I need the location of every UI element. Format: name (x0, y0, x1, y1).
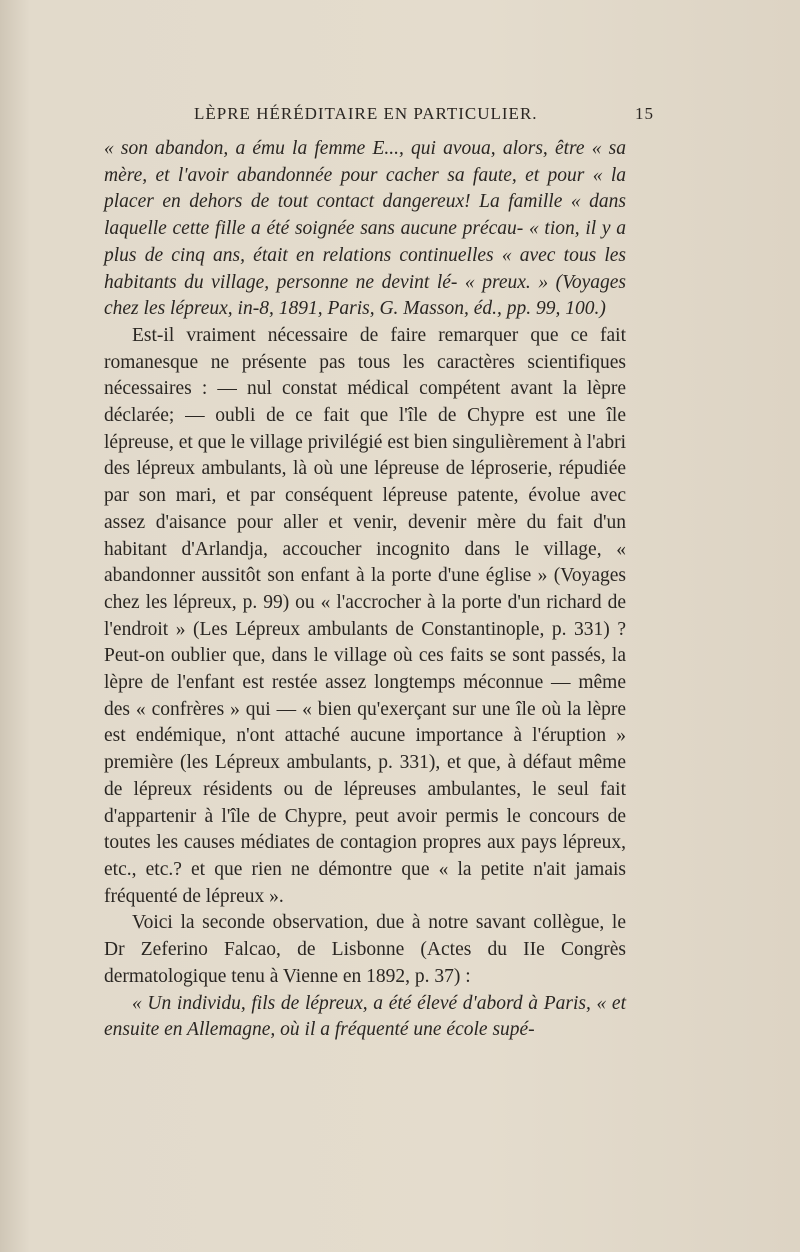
paragraph-second-observation: Voici la seconde observation, due à notre savant collègue, le Dr Zeferino Falcao, de Lisbonne (Actes du IIe Congrès dermatologique tenu à Vienne en 1892, p. 37) : (104, 912, 626, 987)
paragraph-discussion: Est-il vraiment nécessaire de faire remarquer que ce fait romanesque ne présente pas tous les caractères scientifiques nécessaires : — nul constat médical compétent avant la lèpre déclarée; — oubli de ce fait que l'île de Chypre est une île lépreuse, et que le village privilégié est bien singulièrement à l'abri des lépreux ambulants, là où une lépreuse de léproserie, répudiée par son mari, et par conséquent lépreuse patente, évolue avec assez d'aisance pour aller et venir, devenir mère du fait d'un habitant d'Arlandja, accoucher incognito dans le village, « abandonner aussitôt son enfant à la porte d'une église » (Voyages chez les lépreux, p. 99) ou « l'accrocher à la porte d'un richard de l'endroit » (Les Lépreux ambulants de Constantinople, p. 331) ? Peut-on oublier que, dans le village où ces faits se sont passés, la lèpre de l'enfant est restée assez longtemps méconnue — même des « confrères » qui — « bien qu'exerçant sur une île où la lèpre est endémique, n'ont attaché aucune importance à l'éruption » première (les Lépreux ambulants, p. 331), et que, à défaut même de lépreux résidents ou de lépreuses ambulantes, le seul fait d'appartenir à l'île de Chypre, peut avoir permis le concours de toutes les causes médiates de contagion propres aux pays lépreux, etc., etc.? et que rien ne démontre que « la petite n'ait jamais fréquenté de lépreux ». (104, 324, 626, 907)
paragraph-quote-continuation: « son abandon, a ému la femme E..., qui avoua, alors, être « sa mère, et l'avoir abandonnée pour cacher sa faute, et pour « la placer en dehors de tout contact dangereux! La famille « dans laquelle cette fille a été soignée sans aucune précau- « tion, il y a plus de cinq ans, était en relations continuelles « avec tous les habitants du village, personne ne devint lé- « preux. » (Voyages chez les lépreux, in-8, 1891, Paris, G. Masson, éd., pp. 99, 100.) (104, 138, 626, 320)
page-number: 15 (635, 104, 654, 123)
body-text (104, 136, 626, 1044)
paragraph-quote-start: « Un individu, fils de lépreux, a été élevé d'abord à Paris, « et ensuite en Allemagne, où il a fréquenté une école supé- (104, 992, 626, 1041)
running-title: LÈPRE HÉRÉDITAIRE EN PARTICULIER. (194, 104, 538, 123)
